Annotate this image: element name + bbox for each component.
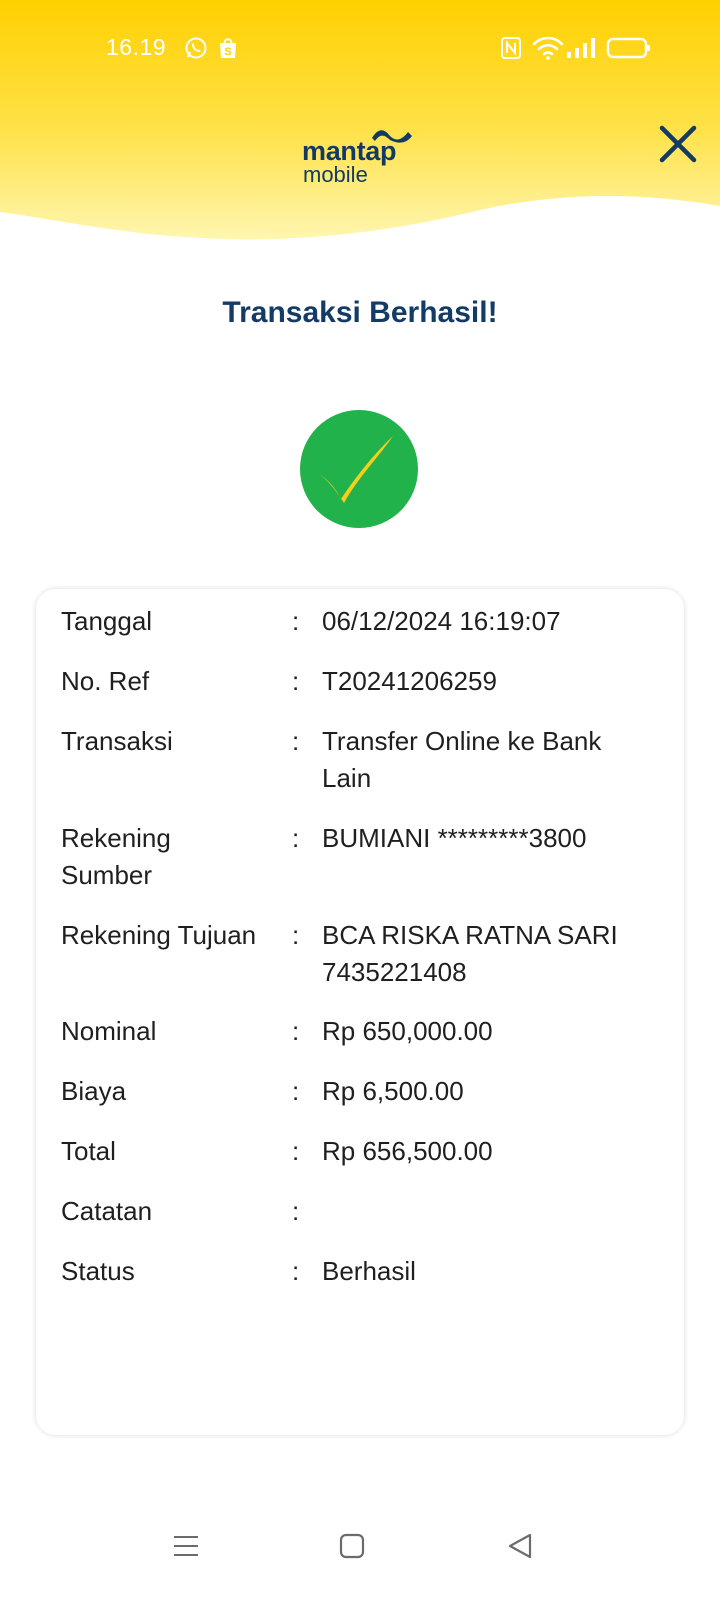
logo-line1: mantap [302,136,397,166]
mantap-mobile-logo [302,124,432,188]
close-icon [656,122,700,166]
receipt-label: Biaya [61,1076,127,1106]
logo-line2: mobile [303,162,368,187]
receipt-label: Tanggal [61,606,153,636]
status-bar [0,30,720,66]
system-nav-bar [0,1530,720,1580]
status-time: 16.19 [106,34,167,60]
wifi-icon [532,36,564,65]
receipt-separator: : [292,666,300,696]
receipt-label: Rekening Sumber [61,823,171,890]
receipt-separator: : [292,1136,300,1166]
close-button[interactable] [656,122,700,166]
receipt-value: Rp 6,500.00 [322,1076,464,1106]
home-icon[interactable] [338,1532,366,1565]
receipt-label: Nominal [61,1016,157,1046]
receipt-value: BCA RISKA RATNA SARI 7435221408 [322,920,618,987]
receipt-separator: : [292,1076,300,1106]
receipt-value: T20241206259 [322,666,497,696]
receipt-label: Total [61,1136,116,1166]
receipt-label: Transaksi [61,726,173,756]
transaction-receipt-card [36,589,684,1435]
receipt-label: No. Ref [61,666,150,696]
shopee-icon [217,36,239,65]
receipt-value: Rp 650,000.00 [322,1016,493,1046]
receipt-label: Status [61,1256,135,1286]
receipt-separator: : [292,920,300,950]
header [0,0,720,245]
back-icon[interactable] [506,1532,534,1565]
receipt-value: BUMIANI *********3800 [322,823,587,853]
receipt-separator: : [292,726,300,756]
receipt-separator: : [292,1196,300,1226]
receipt-value: Transfer Online ke Bank Lain [322,726,602,793]
whatsapp-icon [184,36,208,65]
receipt-separator: : [292,1256,300,1286]
receipt-separator: : [292,606,300,636]
receipt-label: Catatan [61,1196,153,1226]
svg-text:S: S [224,46,232,58]
battery-icon [606,36,652,65]
checkmark-icon [299,409,419,529]
receipt-value: Berhasil [322,1256,416,1286]
menu-icon[interactable] [172,1532,200,1565]
receipt-value: 06/12/2024 16:19:07 [322,606,561,636]
receipt-label: Rekening Tujuan [61,920,257,950]
receipt-value: Rp 656,500.00 [322,1136,493,1166]
signal-icon [566,36,596,65]
receipt-separator: : [292,823,300,853]
page-title: Transaksi Berhasil! [222,296,498,329]
nfc-icon [500,36,522,65]
receipt-separator: : [292,1016,300,1046]
